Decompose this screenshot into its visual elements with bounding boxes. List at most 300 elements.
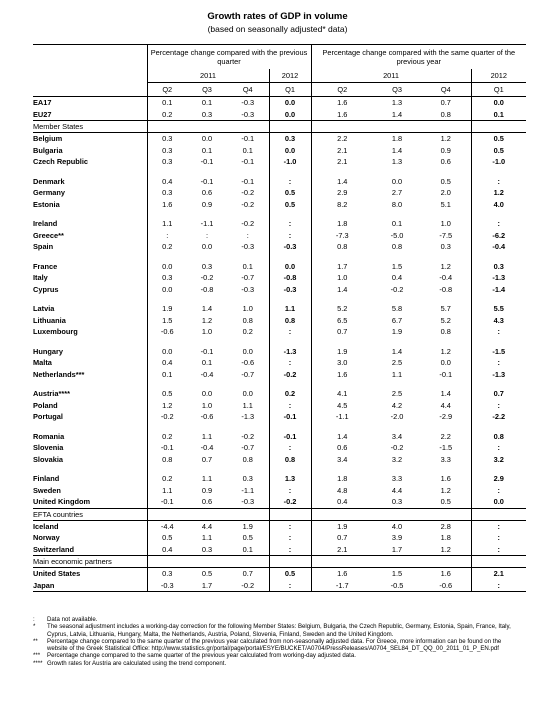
growth-value: -0.4 — [200, 369, 214, 379]
country-name: Denmark — [33, 176, 65, 186]
growth-value: 0.0 — [201, 389, 213, 399]
growth-value: 6.7 — [391, 315, 403, 325]
growth-value: 1.1 — [201, 533, 213, 543]
table-row — [33, 97, 526, 109]
growth-value: 0.2 — [147, 241, 187, 253]
growth-value: -0.3 — [241, 497, 255, 507]
country-name: Lithuania — [33, 315, 66, 325]
growth-value: -0.2 — [390, 284, 404, 294]
growth-value: 4.3 — [471, 315, 526, 327]
growth-value: 4.4 — [201, 521, 213, 531]
country-name: France — [33, 261, 58, 271]
growth-value: 0.0 — [269, 145, 311, 157]
growth-value: 0.2 — [242, 327, 253, 337]
growth-value: 0.2 — [147, 109, 187, 121]
growth-value: 1.8 — [440, 533, 451, 543]
footnote-marker: *** — [33, 652, 41, 660]
growth-value: 0.4 — [147, 357, 187, 369]
growth-value: 0.0 — [147, 284, 187, 296]
growth-value: -0.7 — [241, 443, 255, 453]
growth-value: 0.0 — [147, 346, 187, 358]
growth-value: 0.5 — [269, 199, 311, 211]
footnote-text: Percentage change compared to the same quarter of the previous year calculated from non-seasonally adjusted data. For Greece, more information can be found on the website of the Greek Statistical Office: http://www.statistics.gr/portal/page/portal/ESYE/BUCKET/A0704/PressReleases/A0704_SEL84_DT_QQ_00_2011_01_P_EN.pdf — [47, 637, 502, 653]
growth-value: 1.2 — [440, 485, 451, 495]
table-row — [33, 218, 526, 230]
growth-value: 5.2 — [440, 315, 451, 325]
growth-value: -0.3 — [241, 284, 255, 294]
growth-value: 3.2 — [471, 454, 526, 466]
growth-value: -2.9 — [439, 412, 453, 422]
growth-value: 0.9 — [440, 145, 451, 155]
table-row — [33, 109, 526, 121]
growth-value: 3.4 — [311, 454, 373, 466]
growth-value: 3.0 — [311, 357, 373, 369]
growth-value: 4.0 — [391, 521, 403, 531]
growth-value: 0.6 — [201, 497, 213, 507]
growth-value: 1.0 — [440, 219, 451, 229]
growth-value: 0.6 — [201, 188, 213, 198]
growth-value: -1.1 — [241, 485, 255, 495]
country-name: Germany — [33, 188, 66, 198]
table-row — [33, 544, 526, 556]
growth-value: 0.5 — [269, 187, 311, 199]
section-header-row — [33, 121, 526, 133]
growth-value: 0.8 — [471, 431, 526, 443]
growth-value: -0.1 — [269, 411, 311, 423]
country-name: Norway — [33, 533, 60, 543]
growth-value: -0.2 — [390, 443, 404, 453]
growth-value: -1.5 — [471, 346, 526, 358]
table-row — [33, 326, 526, 338]
growth-value: -1.0 — [471, 156, 526, 168]
growth-value: 1.4 — [391, 109, 403, 119]
header-quarter: Q4 — [421, 83, 471, 97]
growth-value: : — [269, 357, 311, 369]
country-name: Japan — [33, 580, 147, 592]
growth-value: 1.1 — [242, 400, 253, 410]
growth-value: 1.2 — [440, 544, 451, 554]
growth-value: 0.0 — [391, 176, 403, 186]
growth-value: 0.9 — [201, 199, 213, 209]
growth-value: -1.1 — [311, 411, 373, 423]
growth-value: : — [269, 532, 311, 544]
table-row — [33, 473, 526, 485]
growth-value: 0.3 — [242, 474, 253, 484]
table-row — [33, 442, 526, 454]
country-name: EA17 — [33, 98, 52, 108]
table-row — [33, 369, 526, 381]
growth-value: 0.3 — [147, 156, 187, 168]
growth-value: 1.0 — [311, 272, 373, 284]
growth-value: -0.4 — [439, 273, 453, 283]
header-year-2011: 2011 — [311, 69, 471, 83]
growth-value: -0.8 — [439, 284, 453, 294]
growth-value: -0.6 — [200, 412, 214, 422]
growth-value: 0.8 — [440, 109, 451, 119]
growth-value: 1.4 — [440, 389, 451, 399]
footnote — [33, 652, 523, 659]
growth-value: : — [471, 357, 526, 369]
gdp-table — [33, 44, 526, 592]
growth-value: 1.4 — [311, 176, 373, 188]
footnotes — [33, 616, 523, 667]
growth-value: 2.1 — [471, 568, 526, 580]
page-title: Growth rates of GDP in volume — [207, 11, 348, 22]
growth-value: -0.4 — [200, 443, 214, 453]
table-row — [33, 261, 526, 273]
growth-value: -0.8 — [200, 284, 214, 294]
growth-value: 0.0 — [269, 97, 311, 109]
growth-value: -0.3 — [269, 284, 311, 296]
growth-value: 0.1 — [201, 145, 213, 155]
growth-value: 1.9 — [147, 303, 187, 315]
growth-value: -0.8 — [269, 272, 311, 284]
growth-value: 0.1 — [242, 145, 253, 155]
footnote-marker: **** — [33, 659, 43, 667]
table-row — [33, 303, 526, 315]
growth-value: -7.5 — [439, 230, 453, 240]
country-name: Slovakia — [33, 454, 63, 464]
growth-value: 1.1 — [201, 474, 213, 484]
growth-value: 1.5 — [391, 261, 403, 271]
growth-value: 2.2 — [440, 431, 451, 441]
growth-value: 2.0 — [440, 188, 451, 198]
table-row — [33, 568, 526, 580]
footnote-marker: : — [33, 616, 35, 623]
header-quarter: Q1 — [471, 83, 526, 97]
table-row — [33, 411, 526, 423]
growth-value: -0.6 — [421, 580, 471, 592]
growth-value: 0.0 — [471, 97, 526, 109]
growth-value: 2.1 — [311, 156, 373, 168]
section-header: Member States — [33, 121, 147, 133]
growth-value: : — [471, 400, 526, 412]
country-name: Ireland — [33, 219, 58, 229]
growth-value: -0.2 — [200, 273, 214, 283]
table-row — [33, 315, 526, 327]
growth-value: -1.3 — [471, 369, 526, 381]
growth-value: 1.6 — [440, 474, 451, 484]
growth-value: -2.2 — [471, 411, 526, 423]
footnote-text: Percentage change compared to the same quarter of the previous year calculated from working-day adjusted data. — [47, 652, 356, 660]
country-name: Finland — [33, 474, 60, 484]
growth-value: 0.8 — [242, 315, 253, 325]
growth-value: -0.2 — [241, 431, 255, 441]
growth-value: 0.7 — [471, 388, 526, 400]
growth-value: 0.0 — [471, 496, 526, 508]
growth-value: : — [269, 544, 311, 556]
growth-value: -0.3 — [269, 241, 311, 253]
section-header-row — [33, 556, 526, 568]
table-row — [33, 272, 526, 284]
growth-value: -0.6 — [147, 326, 187, 338]
country-name: Iceland — [33, 521, 59, 531]
growth-value: 0.5 — [147, 532, 187, 544]
growth-value: 1.1 — [147, 218, 187, 230]
growth-value: 1.9 — [242, 521, 253, 531]
growth-value: 0.0 — [440, 358, 451, 368]
growth-value: -0.2 — [241, 199, 255, 209]
growth-value: 0.7 — [311, 532, 373, 544]
growth-value: 0.7 — [201, 454, 213, 464]
growth-value: 2.2 — [311, 133, 373, 145]
header-quarter: Q3 — [373, 83, 421, 97]
growth-value: 0.3 — [391, 497, 403, 507]
growth-value: -0.3 — [147, 580, 187, 592]
growth-value: 1.1 — [147, 485, 187, 497]
growth-value: 1.7 — [187, 580, 227, 592]
growth-value: 0.3 — [147, 133, 187, 145]
growth-value: 0.1 — [201, 98, 213, 108]
growth-value: 0.7 — [242, 569, 253, 579]
header-year-2012: 2012 — [269, 69, 311, 83]
growth-value: : — [269, 230, 311, 242]
growth-value: 1.6 — [440, 569, 451, 579]
growth-value: 4.4 — [391, 485, 403, 495]
growth-value: 1.6 — [311, 568, 373, 580]
growth-value: -0.2 — [241, 219, 255, 229]
growth-value: 0.5 — [201, 569, 213, 579]
growth-value: 0.3 — [147, 272, 187, 284]
growth-value: 1.2 — [201, 315, 213, 325]
growth-value: : — [269, 442, 311, 454]
growth-value: -0.2 — [269, 496, 311, 508]
page-subtitle: (based on seasonally adjusted* data) — [207, 24, 348, 34]
table-row — [33, 431, 526, 443]
section-header: Main economic partners — [33, 556, 147, 568]
growth-value: -1.7 — [311, 580, 373, 592]
growth-value: 1.8 — [311, 473, 373, 485]
country-name: Romania — [33, 431, 65, 441]
growth-value: 1.1 — [269, 303, 311, 315]
footnote-marker: * — [33, 623, 36, 631]
growth-value: -0.1 — [200, 346, 214, 356]
growth-value: -5.0 — [390, 230, 404, 240]
growth-value: 1.6 — [311, 97, 373, 109]
growth-value: : — [269, 326, 311, 338]
country-name: Netherlands*** — [33, 369, 85, 379]
table-row — [33, 357, 526, 369]
growth-value: 0.0 — [242, 389, 253, 399]
growth-value: 0.9 — [201, 485, 213, 495]
header-blank — [33, 45, 147, 70]
growth-value: -2.0 — [390, 412, 404, 422]
growth-value: 0.3 — [201, 544, 213, 554]
growth-value: -0.1 — [200, 176, 214, 186]
table-row — [33, 388, 526, 400]
growth-value: 1.7 — [391, 544, 403, 554]
table-row — [33, 133, 526, 145]
growth-value: 1.3 — [391, 98, 403, 108]
growth-value: 0.0 — [147, 261, 187, 273]
growth-value: -0.3 — [241, 242, 255, 252]
growth-value: : — [471, 442, 526, 454]
growth-value: -1.3 — [241, 412, 255, 422]
table-row — [33, 176, 526, 188]
growth-value: -1.3 — [471, 272, 526, 284]
growth-value: 1.4 — [311, 284, 373, 296]
header-quarter: Q2 — [147, 83, 187, 97]
growth-value: 0.0 — [201, 134, 213, 144]
growth-value: 0.0 — [201, 242, 213, 252]
growth-value: 8.2 — [311, 199, 373, 211]
table-row — [33, 241, 526, 253]
growth-value: 1.7 — [311, 261, 373, 273]
header-year-2012: 2012 — [471, 69, 526, 83]
table-row — [33, 199, 526, 211]
country-name: Czech Republic — [33, 157, 89, 167]
growth-value: 5.5 — [471, 303, 526, 315]
header-quarter: Q1 — [269, 83, 311, 97]
country-name: Austria**** — [33, 389, 70, 399]
footnote-text: Data not available. — [47, 616, 98, 623]
growth-value: 0.2 — [269, 388, 311, 400]
growth-value: 0.1 — [201, 358, 213, 368]
table-row — [33, 156, 526, 168]
footnote-marker: ** — [33, 637, 38, 645]
growth-value: 0.4 — [147, 176, 187, 188]
country-name: Portugal — [33, 412, 63, 422]
growth-value: -0.1 — [147, 496, 187, 508]
growth-value: 0.1 — [242, 261, 253, 271]
growth-value: -0.1 — [241, 176, 255, 186]
growth-value: 4.2 — [391, 400, 403, 410]
country-name: Latvia — [33, 304, 55, 314]
growth-value: 0.3 — [147, 568, 187, 580]
growth-value: 0.8 — [269, 454, 311, 466]
table-row — [33, 400, 526, 412]
growth-value: 0.7 — [311, 326, 373, 338]
growth-value: -0.2 — [227, 580, 269, 592]
growth-value: 0.5 — [471, 145, 526, 157]
growth-value: -1.5 — [439, 443, 453, 453]
growth-value: 2.5 — [391, 389, 403, 399]
section-header-row — [33, 508, 526, 520]
growth-value: 1.9 — [311, 346, 373, 358]
growth-value: 0.1 — [242, 544, 253, 554]
growth-value: 1.4 — [391, 346, 403, 356]
growth-value: 0.3 — [201, 261, 213, 271]
growth-value: 2.1 — [311, 544, 373, 556]
footnote — [33, 623, 523, 638]
table-row — [33, 580, 526, 592]
growth-value: 1.6 — [311, 109, 373, 121]
growth-value: 1.1 — [201, 431, 213, 441]
growth-value: 2.9 — [471, 473, 526, 485]
growth-value: 1.6 — [147, 199, 187, 211]
growth-value: 4.5 — [311, 400, 373, 412]
growth-value: 1.9 — [311, 520, 373, 532]
growth-value: 0.8 — [242, 454, 253, 464]
growth-value: 1.5 — [147, 315, 187, 327]
growth-value: 5.1 — [440, 199, 451, 209]
table-row — [33, 230, 526, 242]
country-name: United Kingdom — [33, 497, 91, 507]
growth-value: 0.3 — [269, 133, 311, 145]
growth-value: 0.1 — [147, 97, 187, 109]
growth-value: 0.5 — [147, 388, 187, 400]
growth-value: 0.8 — [311, 241, 373, 253]
growth-value: -0.5 — [373, 580, 421, 592]
growth-value: : — [471, 176, 526, 188]
country-name: Spain — [33, 242, 54, 252]
table-row — [33, 532, 526, 544]
header-group-previous-quarter: Percentage change compared with the previous quarter — [147, 45, 311, 70]
growth-value: 1.1 — [391, 369, 403, 379]
growth-value: 0.4 — [311, 496, 373, 508]
growth-value: -0.2 — [241, 188, 255, 198]
growth-value: : — [147, 230, 187, 242]
growth-value: : — [471, 218, 526, 230]
growth-value: 8.0 — [391, 199, 403, 209]
growth-value: 2.9 — [311, 187, 373, 199]
growth-value: 1.0 — [242, 304, 253, 314]
country-name: Italy — [33, 273, 48, 283]
growth-value: -1.4 — [471, 284, 526, 296]
table-row — [33, 454, 526, 466]
growth-value: 0.2 — [147, 431, 187, 443]
growth-value: -7.3 — [311, 230, 373, 242]
header-quarter: Q4 — [227, 83, 269, 97]
growth-value: 0.3 — [440, 242, 451, 252]
footnote-text: The seasonal adjustment includes a working-day correction for the following Member States: Belgium, Bulgaria, the Czech Republic, Germany, Estonia, Spain, France, Italy, Cyprus, Latvia, Lithuania, Hungary, Malta, the Netherlands, Austria, Poland, Slovenia, Finland, Sweden and the United Kingdom. — [47, 623, 511, 638]
country-name: Slovenia — [33, 443, 64, 453]
growth-value: 0.3 — [471, 261, 526, 273]
country-name: Sweden — [33, 485, 61, 495]
growth-value: 1.4 — [391, 145, 403, 155]
growth-value: 0.5 — [242, 533, 253, 543]
growth-value: 3.2 — [391, 454, 403, 464]
growth-value: 2.1 — [311, 145, 373, 157]
growth-value: 1.8 — [391, 134, 403, 144]
growth-value: 0.6 — [440, 157, 451, 167]
growth-value: -0.1 — [241, 157, 255, 167]
growth-value: 1.2 — [147, 400, 187, 412]
table-row — [33, 520, 526, 532]
growth-value: 1.2 — [440, 261, 451, 271]
table-row — [33, 187, 526, 199]
table-row — [33, 496, 526, 508]
growth-value: 5.7 — [440, 304, 451, 314]
section-header: EFTA countries — [33, 508, 147, 520]
growth-value: -0.1 — [147, 442, 187, 454]
growth-value: 0.5 — [440, 176, 451, 186]
growth-value: 1.3 — [269, 473, 311, 485]
growth-value: -4.4 — [147, 520, 187, 532]
growth-value: 4.8 — [311, 485, 373, 497]
growth-value: 0.4 — [391, 273, 403, 283]
country-name: Switzerland — [33, 544, 75, 554]
growth-value: -1.3 — [269, 346, 311, 358]
growth-value: 2.8 — [440, 521, 451, 531]
growth-value: 3.4 — [391, 431, 403, 441]
table-row — [33, 145, 526, 157]
growth-value: -0.3 — [241, 98, 255, 108]
growth-value: 0.8 — [391, 242, 403, 252]
growth-value: : — [269, 520, 311, 532]
growth-value: 0.5 — [269, 568, 311, 580]
growth-value: 0.0 — [242, 346, 253, 356]
growth-value: -0.3 — [241, 109, 255, 119]
growth-value: -0.1 — [200, 157, 214, 167]
growth-value: : — [246, 230, 249, 240]
table-row — [33, 485, 526, 497]
growth-value: -0.1 — [439, 369, 453, 379]
footnote — [33, 660, 523, 667]
growth-value: : — [269, 400, 311, 412]
growth-value: 0.3 — [147, 145, 187, 157]
growth-value: : — [471, 532, 526, 544]
